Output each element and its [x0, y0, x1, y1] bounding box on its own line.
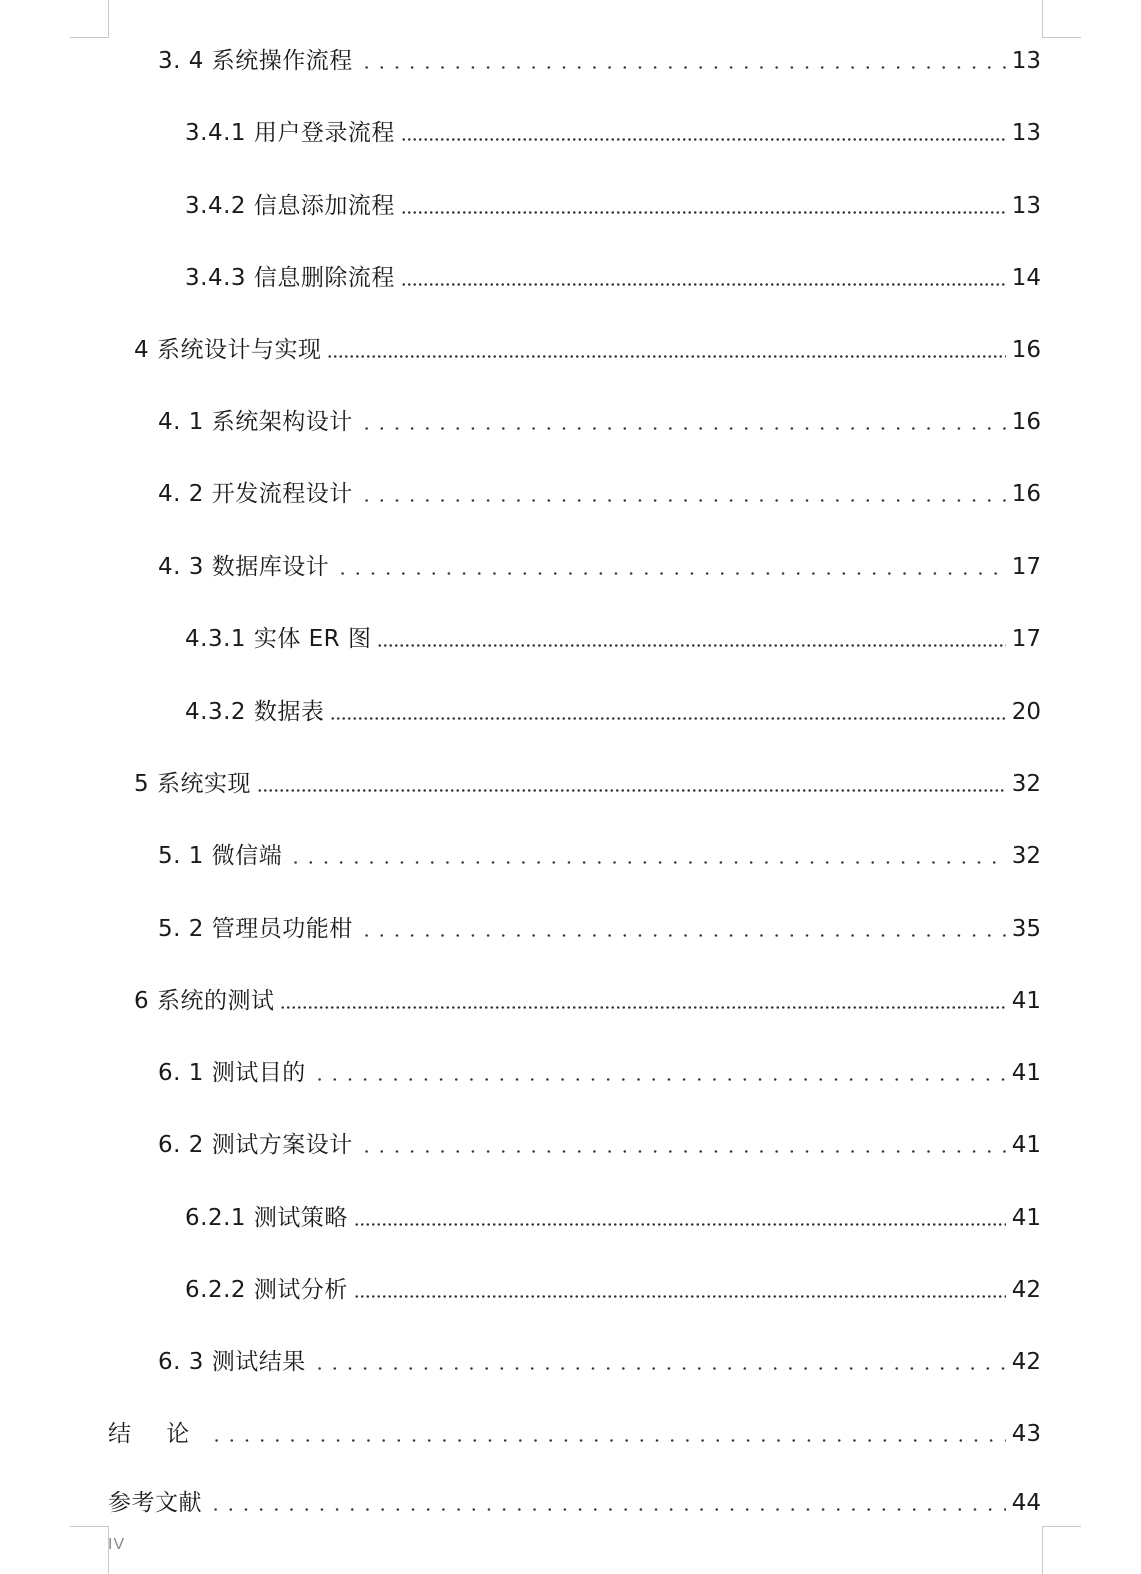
- toc-entry-label: 4. 3 数据库设计: [158, 554, 330, 580]
- toc-entry-page: 41: [1011, 988, 1041, 1014]
- toc-entry[interactable]: [185, 620, 1041, 654]
- toc-dot-leader: [354, 1295, 1006, 1298]
- toc-dot-leader: [359, 427, 1006, 430]
- toc-entry-page: 41: [1011, 1060, 1041, 1086]
- toc-entry[interactable]: [158, 42, 1041, 76]
- toc-dot-leader: [280, 1006, 1005, 1009]
- toc-entry-page: 44: [1011, 1490, 1041, 1516]
- toc-entry[interactable]: [158, 403, 1041, 437]
- toc-entry-page: 14: [1011, 265, 1041, 291]
- toc-dot-leader: [377, 644, 1005, 647]
- toc-entry[interactable]: [185, 187, 1041, 221]
- toc-entry-page: 32: [1011, 771, 1041, 797]
- toc-entry-label: 6. 3 测试结果: [158, 1349, 306, 1375]
- toc-entry[interactable]: [108, 1415, 1041, 1449]
- toc-entry[interactable]: [108, 1484, 1041, 1518]
- toc-entry-label: 5 系统实现: [134, 771, 251, 797]
- toc-entry-page: 16: [1011, 481, 1041, 507]
- toc-entry-label: 5. 1 微信端: [158, 843, 283, 869]
- toc-entry-page: 17: [1011, 626, 1041, 652]
- toc-entry[interactable]: [185, 693, 1041, 727]
- toc-entry-page: 17: [1011, 554, 1041, 580]
- toc-dot-leader: [312, 1367, 1006, 1370]
- toc-entry[interactable]: [158, 1054, 1041, 1088]
- toc-dot-leader: [354, 1223, 1006, 1226]
- toc-dot-leader: [288, 861, 1006, 864]
- toc-entry-page: 16: [1011, 337, 1041, 363]
- toc-entry-label: 4 系统设计与实现: [134, 337, 322, 363]
- toc-entry[interactable]: [158, 548, 1041, 582]
- toc-entry-label: 4.3.1 实体 ER 图: [185, 626, 372, 652]
- toc-entry[interactable]: [158, 1343, 1041, 1377]
- toc-entry-page: 32: [1011, 843, 1041, 869]
- toc-dot-leader: [335, 572, 1006, 575]
- toc-entry-page: 43: [1011, 1421, 1041, 1447]
- toc-entry[interactable]: [185, 259, 1041, 293]
- toc-entry-label: 4.3.2 数据表: [185, 699, 325, 725]
- footer-page-number: IV: [108, 1536, 126, 1553]
- toc-entry[interactable]: [134, 982, 1041, 1016]
- toc-entry-page: 41: [1011, 1205, 1041, 1231]
- toc-entry-label: 6.2.1 测试策略: [185, 1205, 348, 1231]
- toc-dot-leader: [401, 138, 1006, 141]
- toc-entry[interactable]: [158, 475, 1041, 509]
- toc-dot-leader: [257, 789, 1006, 792]
- toc-entry-page: 16: [1011, 409, 1041, 435]
- toc-entry-page: 13: [1011, 48, 1041, 74]
- toc-dot-leader: [359, 1150, 1006, 1153]
- toc-entry-label: 4. 2 开发流程设计: [158, 481, 353, 507]
- toc-entry-label: 3.4.3 信息删除流程: [185, 265, 395, 291]
- toc-entry-label: 6. 2 测试方案设计: [158, 1132, 353, 1158]
- toc-entry-label: 3.4.1 用户登录流程: [185, 120, 395, 146]
- toc-dot-leader: [327, 355, 1005, 358]
- toc-entry[interactable]: [185, 1271, 1041, 1305]
- toc-entry-label: 6.2.2 测试分析: [185, 1277, 348, 1303]
- toc-dot-leader: [359, 66, 1006, 69]
- toc-entry[interactable]: [185, 1199, 1041, 1233]
- toc-dot-leader: [401, 211, 1006, 214]
- toc-entry-label: 参考文献: [108, 1490, 202, 1516]
- toc-entry[interactable]: [185, 114, 1041, 148]
- toc-entry-page: 42: [1011, 1349, 1041, 1375]
- toc-entry-page: 13: [1011, 193, 1041, 219]
- toc-entry-label: 结 论: [108, 1421, 204, 1447]
- toc-dot-leader: [359, 499, 1006, 502]
- toc-dot-leader: [359, 934, 1006, 937]
- toc-entry[interactable]: [134, 765, 1041, 799]
- toc-entry-label: 3.4.2 信息添加流程: [185, 193, 395, 219]
- toc-entry-label: 6 系统的测试: [134, 988, 275, 1014]
- toc-entry-label: 5. 2 管理员功能柑: [158, 916, 353, 942]
- toc-entry-label: 6. 1 测试目的: [158, 1060, 306, 1086]
- toc-dot-leader: [208, 1508, 1006, 1511]
- toc-dot-leader: [401, 283, 1006, 286]
- toc-entry[interactable]: [158, 910, 1041, 944]
- toc-dot-leader: [330, 717, 1005, 720]
- toc-dot-leader: [209, 1439, 1005, 1442]
- toc-entry-label: 4. 1 系统架构设计: [158, 409, 353, 435]
- toc-entry-page: 20: [1011, 699, 1041, 725]
- toc-entry-page: 42: [1011, 1277, 1041, 1303]
- toc-entry-page: 35: [1011, 916, 1041, 942]
- toc-entry[interactable]: [134, 331, 1041, 365]
- toc-entry[interactable]: [158, 837, 1041, 871]
- toc-entry-page: 41: [1011, 1132, 1041, 1158]
- toc-dot-leader: [312, 1078, 1006, 1081]
- toc-entry-page: 13: [1011, 120, 1041, 146]
- toc-entry-label: 3. 4 系统操作流程: [158, 48, 353, 74]
- toc-entry[interactable]: [158, 1126, 1041, 1160]
